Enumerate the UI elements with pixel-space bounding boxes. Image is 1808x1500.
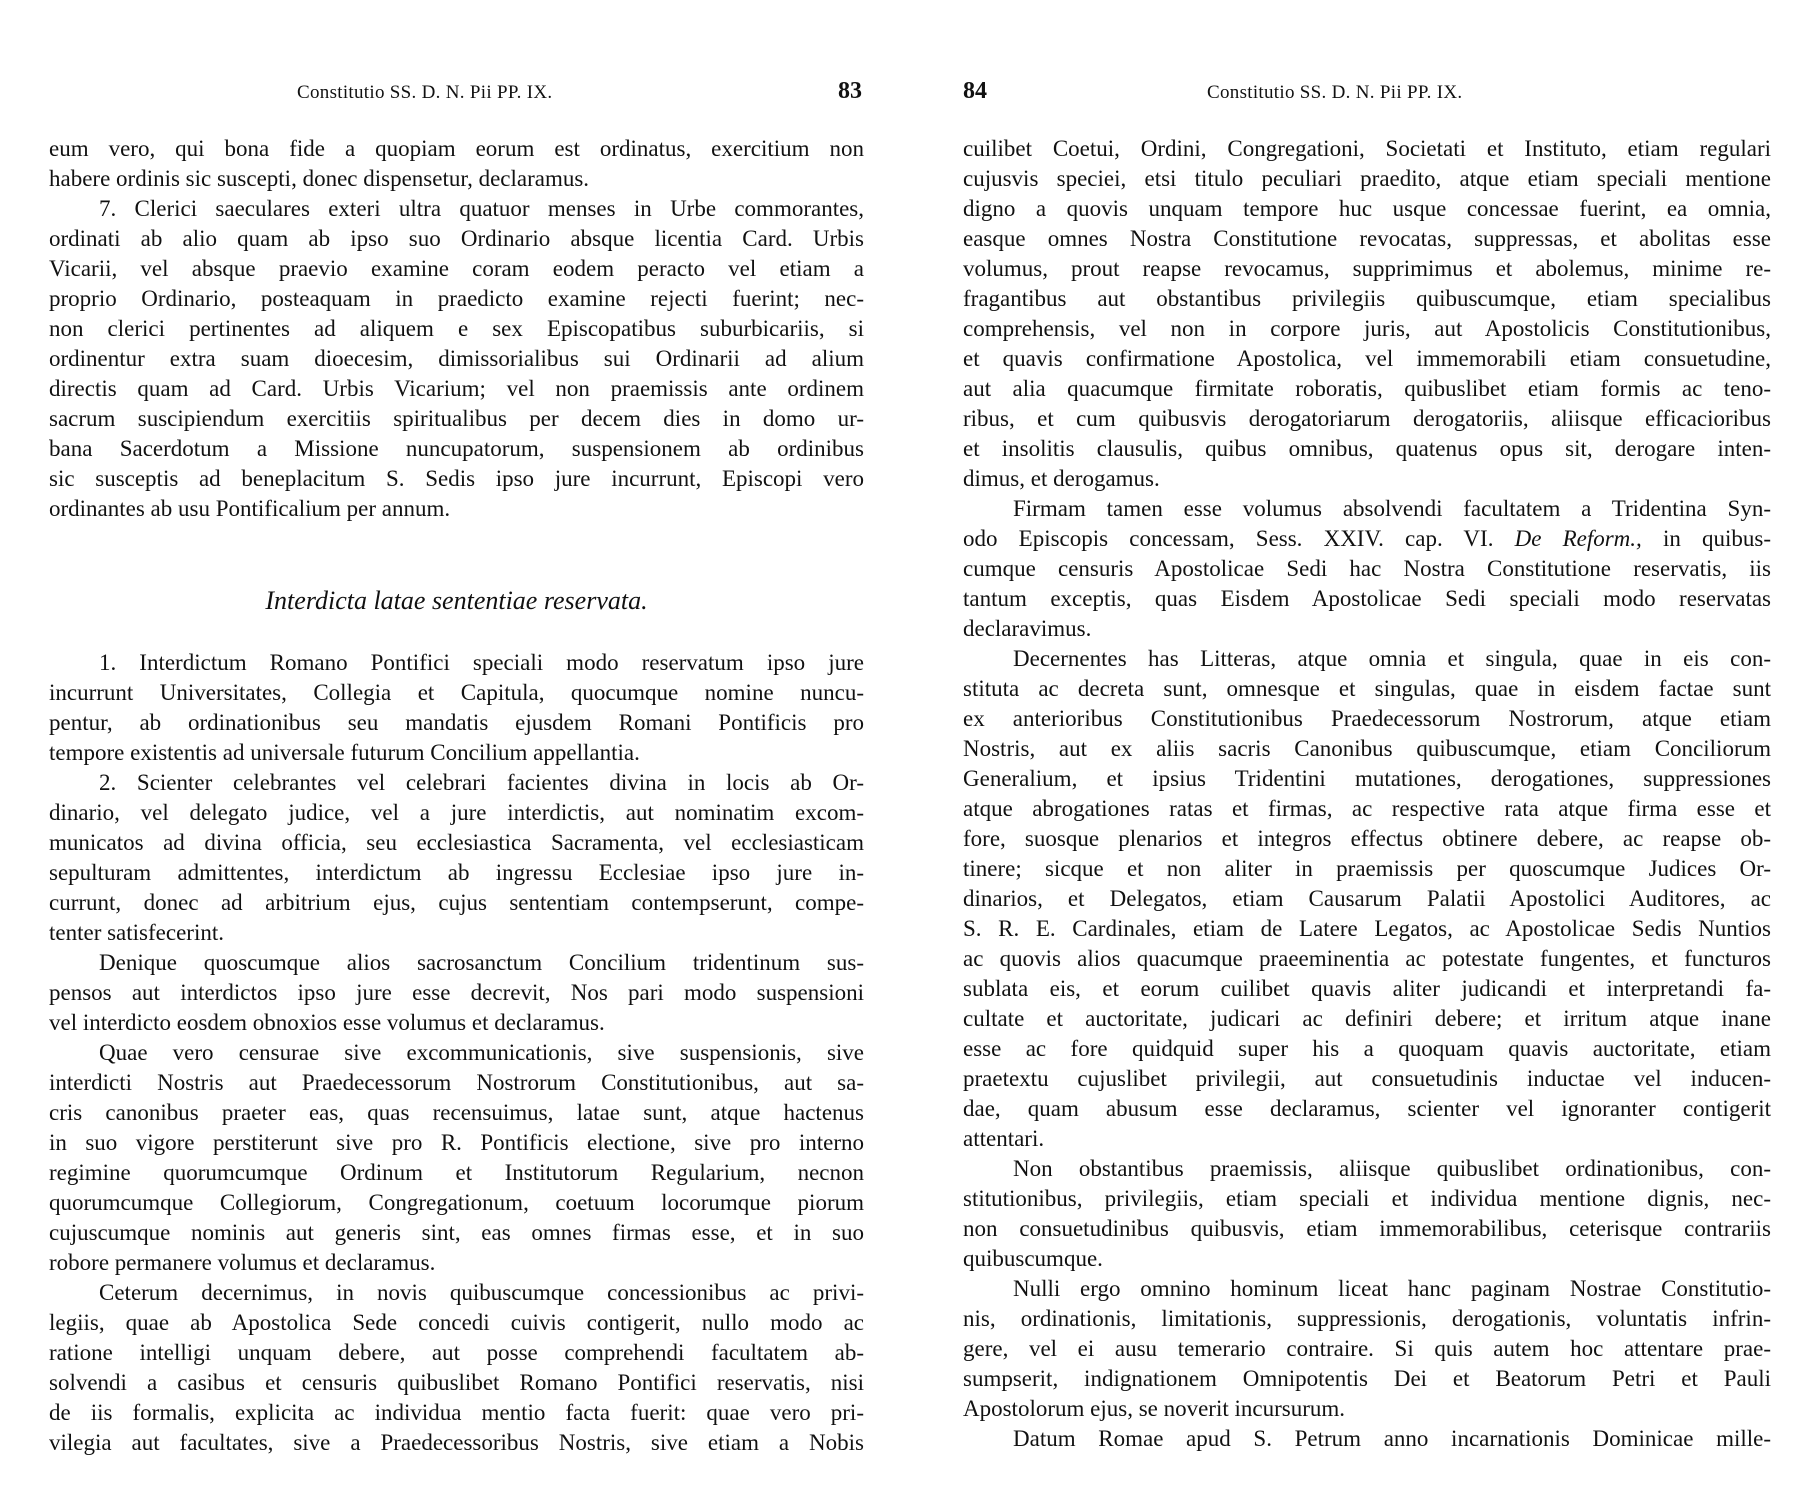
text-line: dinario, vel delegato judice, vel a jure interdictis, aut nominatim excom- (49, 800, 864, 825)
text-line: attentari. (963, 1126, 1045, 1151)
text-line: Decernentes has Litteras, atque omnia et singula, quae in eis con- (1013, 646, 1771, 671)
text-line: de iis formalis, explicita ac individua mentio facta fuerit: quae vero pri- (49, 1400, 864, 1425)
text-line: Apostolorum ejus, se noverit incursurum. (963, 1396, 1346, 1421)
text-line: pensos aut interdictos ipso jure esse decrevit, Nos pari modo suspensioni (49, 980, 864, 1005)
text-line: pentur, ab ordinationibus seu mandatis ejusdem Romani Pontificis pro (49, 710, 864, 735)
text-line: incurrunt Universitates, Collegia et Capitula, quocumque nomine nuncu- (49, 680, 864, 705)
left-page-body (49, 134, 864, 1458)
text-line: Generalium, et ipsius Tridentini mutationes, derogationes, suppressiones (963, 766, 1771, 791)
text-line: sic susceptis ad beneplacitum S. Sedis ipso jure incurrunt, Episcopi vero (49, 466, 864, 491)
text-line: esse ac fore quidquid super his a quoquam quavis auctoritate, etiam (963, 1036, 1771, 1061)
text-line: cultate et auctoritate, judicari ac definiri debere; et irritum atque inane (963, 1006, 1771, 1031)
text-line: 1. Interdictum Romano Pontifici speciali modo reservatum ipso jure (99, 650, 864, 675)
paragraph (963, 1154, 1771, 1274)
text-line: interdicti Nostris aut Praedecessorum Nostrorum Constitutionibus, aut sa- (49, 1070, 864, 1095)
paragraph (963, 1274, 1771, 1424)
text-line: currunt, donec ad arbitrium ejus, cujus sententiam contempserunt, compe- (49, 890, 864, 915)
text-line: dae, quam abusum esse declaramus, scienter vel ignoranter contigerit (963, 1096, 1771, 1121)
paragraph (963, 494, 1771, 644)
paragraph (49, 768, 864, 948)
text-line: habere ordinis sic suscepti, donec dispensetur, declaramus. (49, 166, 590, 191)
text-line: stituta ac decreta sunt, omnesque et singulas, quae in eisdem factae sunt (963, 676, 1771, 701)
text-line: directis quam ad Card. Urbis Vicarium; vel non praemissis ante ordinem (49, 376, 864, 401)
text-line: non clerici pertinentes ad aliquem e sex Episcopatibus suburbicariis, si (49, 316, 864, 341)
text-line: comprehensis, vel non in corpore juris, aut Apostolicis Constitutionibus, (963, 316, 1771, 341)
text-line: Nulli ergo omnino hominum liceat hanc paginam Nostrae Constitutio- (1013, 1276, 1771, 1301)
text-line: ex anterioribus Constitutionibus Praedecessorum Nostrorum, atque etiam (963, 706, 1771, 731)
italic-citation: De Reform., (1514, 526, 1642, 551)
text-line: tenter satisfecerint. (49, 920, 224, 945)
text-line: fore, suosque plenarios et integros effectus obtinere debere, ac reapse ob- (963, 826, 1771, 851)
text-line: cumque censuris Apostolicae Sedi hac Nostra Constitutione reservatis, iis (963, 556, 1771, 581)
text-line (963, 524, 1771, 554)
text-line: Firmam tamen esse volumus absolvendi facultatem a Tridentina Syn- (1013, 496, 1771, 521)
text-line: cuilibet Coetui, Ordini, Congregationi, Societati et Instituto, etiam regulari (963, 136, 1771, 161)
text-line: Ceterum decernimus, in novis quibuscumque concessionibus ac privi- (99, 1280, 864, 1305)
text-line: atque abrogationes ratas et firmas, ac respective rata atque firma esse et (963, 796, 1771, 821)
right-page-number: 84 (963, 78, 987, 104)
text-line: ratione intelligi unquam debere, aut posse comprehendi facultatem ab- (49, 1340, 864, 1365)
text-line: S. R. E. Cardinales, etiam de Latere Legatos, ac Apostolicae Sedis Nuntios (963, 916, 1771, 941)
text-line: et quavis confirmatione Apostolica, vel immemorabili etiam consuetudine, (963, 346, 1771, 371)
paragraph (963, 644, 1771, 1154)
text-line: dinarios, et Delegatos, etiam Causarum Palatii Apostolici Auditores, ac (963, 886, 1771, 911)
section-heading: Interdicta latae sententiae reservata. (265, 586, 648, 615)
text-line: ordinati ab alio quam ab ipso suo Ordinario absque licentia Card. Urbis (49, 226, 864, 251)
text-line: non consuetudinibus quibusvis, etiam immemorabilibus, ceterisque contrariis (963, 1216, 1771, 1241)
text-line: sumpserit, indignationem Omnipotentis Dei et Beatorum Petri et Pauli (963, 1366, 1771, 1391)
right-page-body (963, 134, 1771, 1454)
text-line: regimine quorumcumque Ordinum et Institutorum Regularium, necnon (49, 1160, 864, 1185)
text-line: Vicarii, vel absque praevio examine coram eodem peracto vel etiam a (49, 256, 864, 281)
left-running-head: Constitutio SS. D. N. Pii PP. IX. (297, 82, 553, 103)
paragraph (49, 194, 864, 524)
paragraph (49, 134, 864, 194)
text-line: Non obstantibus praemissis, aliisque quibuslibet ordinationibus, con- (1013, 1156, 1771, 1181)
text-line: tempore existentis ad universale futurum Concilium appellantia. (49, 740, 640, 765)
text-line: Datum Romae apud S. Petrum anno incarnationis Dominicae mille- (1013, 1426, 1771, 1451)
paragraph (49, 948, 864, 1038)
text-line: solvendi a casibus et censuris quibuslibet Romano Pontifici reservatis, nisi (49, 1370, 864, 1395)
text-line: in suo vigore perstiterunt sive pro R. Pontificis electione, sive pro interno (49, 1130, 864, 1155)
text-line: gere, vel ei ausu temerario contraire. Si quis autem hoc attentare prae- (963, 1336, 1771, 1361)
text-line: ordinentur extra suam dioecesim, dimissorialibus sui Ordinarii ad alium (49, 346, 864, 371)
text-line: fragantibus aut obstantibus privilegiis quibuscumque, etiam specialibus (963, 286, 1771, 311)
text-line: Denique quoscumque alios sacrosanctum Concilium tridentinum sus- (99, 950, 864, 975)
text-line: stitutionibus, privilegiis, etiam speciali et individua mentione dignis, nec- (963, 1186, 1771, 1211)
text-line: aut alia quacumque firmitate roboratis, quibuslibet etiam formis ac teno- (963, 376, 1771, 401)
text-line: tantum exceptis, quas Eisdem Apostolicae Sedi speciali modo reservatas (963, 586, 1771, 611)
text-line: eum vero, qui bona fide a quopiam eorum est ordinatus, exercitium non (49, 136, 864, 161)
text-line: dimus, et derogamus. (963, 466, 1160, 491)
text-line: 7. Clerici saeculares exteri ultra quatuor menses in Urbe commorantes, (99, 196, 864, 221)
text-line: robore permanere volumus et declaramus. (49, 1250, 436, 1275)
text-line: proprio Ordinario, posteaquam in praedicto examine rejecti fuerint; nec- (49, 286, 864, 311)
text-line: digno a quovis unquam tempore huc usque concessae fuerint, ea omnia, (963, 196, 1771, 221)
paragraph (963, 134, 1771, 494)
text-line: sacrum suscipiendum exercitiis spiritualibus per decem dies in domo ur- (49, 406, 864, 431)
text-line: easque omnes Nostra Constitutione revocatas, suppressas, et abolitas esse (963, 226, 1771, 251)
text-line: 2. Scienter celebrantes vel celebrari facientes divina in locis ab Or- (99, 770, 864, 795)
text-line: praetextu cujuslibet privilegii, aut consuetudinis inductae vel inducen- (963, 1066, 1771, 1091)
text-line: tinere; sicque et non aliter in praemissis per quoscumque Judices Or- (963, 856, 1771, 881)
text-line: bana Sacerdotum a Missione nuncupatorum, suspensionem ab ordinibus (49, 436, 864, 461)
text-line: cujusvis speciei, etsi titulo peculiari praedito, atque etiam speciali mentione (963, 166, 1771, 191)
right-running-head: Constitutio SS. D. N. Pii PP. IX. (1207, 82, 1463, 103)
left-page-number: 83 (838, 78, 862, 104)
text-line: sublata eis, et eorum cuilibet quavis aliter judicandi et interpretandi fa- (963, 976, 1771, 1001)
text-line: legiis, quae ab Apostolica Sede concedi cuivis contigerit, nullo modo ac (49, 1310, 864, 1335)
paragraph (49, 1038, 864, 1278)
text-line: municatos ad divina officia, seu ecclesiastica Sacramenta, vel ecclesiasticam (49, 830, 864, 855)
text-line: ribus, et cum quibusvis derogatoriarum derogatoriis, aliisque efficacioribus (963, 406, 1771, 431)
text-line: quorumcumque Collegiorum, Congregationum, coetuum locorumque piorum (49, 1190, 864, 1215)
text-line: sepulturam admittentes, interdictum ab ingressu Ecclesiae ipso jure in- (49, 860, 864, 885)
paragraph (49, 648, 864, 768)
text-segment: in quibus- (1641, 526, 1771, 551)
text-line: vel interdicto eosdem obnoxios esse volumus et declaramus. (49, 1010, 605, 1035)
text-line: nis, ordinationis, limitationis, suppressionis, derogationis, voluntatis infrin- (963, 1306, 1771, 1331)
text-line: et insolitis clausulis, quibus omnibus, quatenus opus sit, derogare inten- (963, 436, 1771, 461)
text-line: Quae vero censurae sive excommunicationis, sive suspensionis, sive (99, 1040, 864, 1065)
text-line: declaravimus. (963, 616, 1092, 641)
text-line: volumus, prout reapse revocamus, supprimimus et abolemus, minime re- (963, 256, 1771, 281)
text-line: cujuscumque nominis aut generis sint, eas omnes firmas esse, et in suo (49, 1220, 864, 1245)
paragraph (49, 1278, 864, 1458)
text-line: cris canonibus praeter eas, quas recensuimus, latae sunt, atque hactenus (49, 1100, 864, 1125)
text-line: quibuscumque. (963, 1246, 1103, 1271)
text-line: Nostris, aut ex aliis sacris Canonibus quibuscumque, etiam Conciliorum (963, 736, 1771, 761)
text-line: ac quovis alios quacumque praeeminentia ac potestate fungentes, et functuros (963, 946, 1771, 971)
text-line: vilegia aut facultates, sive a Praedecessoribus Nostris, sive etiam a Nobis (49, 1430, 864, 1455)
text-line: ordinantes ab usu Pontificalium per annum. (49, 496, 451, 521)
paragraph (963, 1424, 1771, 1454)
text-segment: odo Episcopis concessam, Sess. XXIV. cap. VI. (963, 526, 1515, 551)
